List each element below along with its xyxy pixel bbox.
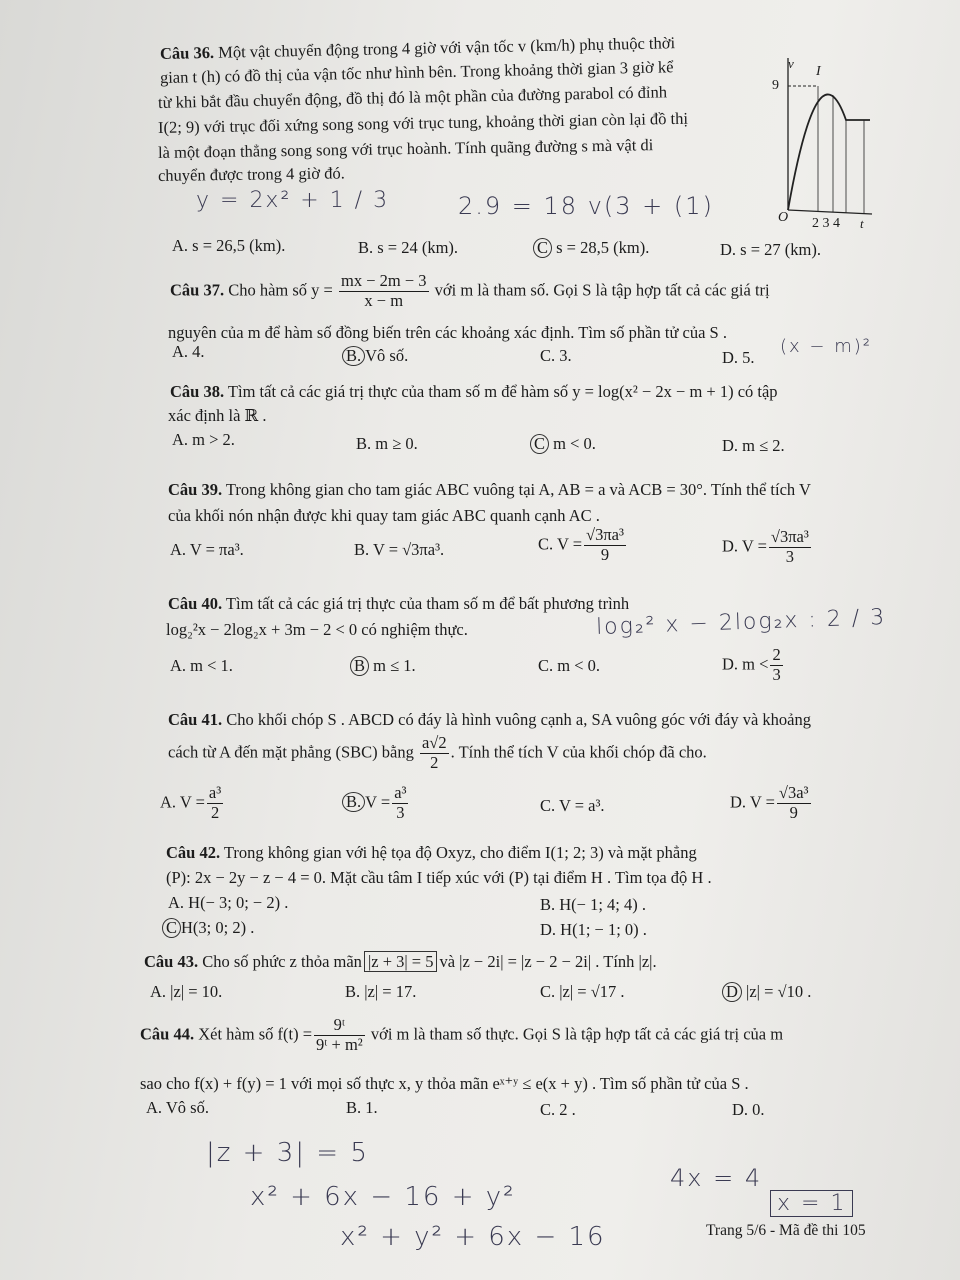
t-ticks: 2 3 4 xyxy=(812,216,840,231)
handwritten-note: |z + 3| = 5 xyxy=(206,1138,369,1168)
q42-line-2: (P): 2x − 2y − z − 4 = 0. Mặt cầu tâm I tiếp xúc với (P) tại điểm H . Tìm tọa độ H . xyxy=(166,868,712,887)
handwritten-note: x² + 6x − 16 + y² xyxy=(250,1182,516,1212)
q37-den: x − m xyxy=(364,290,404,310)
q41-l2-post: . Tính thể tích V của khối chóp đã cho. xyxy=(450,742,707,762)
q38-text: Tìm tất cả các giá trị thực của tham số m để hàm số y = log(x² − 2x − m + 1) có tập xyxy=(227,382,778,401)
q39-c-fraction xyxy=(584,526,626,565)
q42-option-d[interactable]: D. H(1; − 1; 0) . xyxy=(540,920,647,939)
q44-pre: Xét hàm số f(t) = xyxy=(198,1024,312,1044)
q42-label: Câu 42. xyxy=(166,843,221,862)
q40-option-c[interactable]: C. m < 0. xyxy=(538,656,601,675)
q38-option-c[interactable] xyxy=(530,434,596,454)
q43-line-1 xyxy=(144,952,657,972)
q41-den: 2 xyxy=(430,752,439,772)
q37-line-2: nguyên của m để hàm số đồng biến trên các khoảng xác định. Tìm số phần tử của S . xyxy=(168,323,727,342)
q37-option-b[interactable] xyxy=(342,346,408,366)
q41-b-den: 3 xyxy=(396,802,405,822)
answer-circle: C xyxy=(530,434,549,454)
q37-num: mx − 2m − 3 xyxy=(340,271,427,290)
q43-option-a[interactable]: A. |z| = 10. xyxy=(150,982,223,1001)
q40-d-den: 3 xyxy=(772,664,781,684)
origin-label: O xyxy=(778,210,789,225)
q39-line-1 xyxy=(168,480,811,500)
q40-line-1 xyxy=(168,594,629,614)
q39-c-pre: C. V = xyxy=(538,534,583,554)
handwritten-note: (x − m)² xyxy=(780,336,872,357)
q39-d-num: √3πa³ xyxy=(770,527,809,546)
q41-label: Câu 41. xyxy=(168,710,223,729)
q41-num: a√2 xyxy=(421,733,447,752)
q39-label: Câu 39. xyxy=(168,480,223,499)
q41-b-fraction xyxy=(392,784,408,823)
q41-b-pre: V = xyxy=(365,792,391,812)
q42-option-a[interactable]: A. H(− 3; 0; − 2) . xyxy=(168,893,289,912)
q37-option-b-text: Vô số. xyxy=(365,346,409,365)
q40-d-pre: D. m < xyxy=(722,654,769,674)
q38-line-1 xyxy=(170,382,778,402)
q41-d-den: 9 xyxy=(789,802,798,822)
q36-label: Câu 36. xyxy=(159,42,215,63)
q38-option-d[interactable]: D. m ≤ 2. xyxy=(722,436,785,455)
q39-c-den: 9 xyxy=(600,544,610,564)
q37-line-1 xyxy=(170,272,770,311)
q36-option-d[interactable]: D. s = 27 (km). xyxy=(720,240,821,259)
q38-line-2: xác định là ℝ . xyxy=(168,406,267,425)
q36-line-5: là một đoạn thẳng song song với trục hoành. Tính quãng đường s mà vật di xyxy=(157,135,654,162)
answer-circle: B. xyxy=(342,792,365,812)
q39-option-a[interactable]: A. V = πa³. xyxy=(170,540,244,559)
q36-option-b[interactable]: B. s = 24 (km). xyxy=(358,238,459,257)
q41-option-a[interactable] xyxy=(160,784,225,823)
q44-den: 9ᵗ + m² xyxy=(316,1034,363,1054)
q40-option-a[interactable]: A. m < 1. xyxy=(170,656,233,675)
q39-line-2: của khối nón nhận được khi quay tam giác ABC quanh cạnh AC . xyxy=(168,506,600,525)
q41-text: Cho khối chóp S . ABCD có đáy là hình vuông cạnh a, SA vuông góc với đáy và khoảng xyxy=(226,710,812,729)
q36-line-4: I(2; 9) với trục đối xứng song song với trục tung, khoảng thời gian còn lại đồ thị xyxy=(157,108,689,137)
q41-a-den: 2 xyxy=(210,802,220,822)
q40-d-num: 2 xyxy=(772,645,781,664)
q37-option-c[interactable]: C. 3. xyxy=(540,346,572,365)
q39-text: Trong không gian cho tam giác ABC vuông tại A, AB = a và ACB = 30°. Tính thể tích V xyxy=(225,480,811,499)
answer-circle: D xyxy=(722,982,742,1002)
q44-option-b[interactable]: B. 1. xyxy=(346,1098,378,1117)
q39-option-b[interactable]: B. V = √3πa³. xyxy=(354,540,445,559)
q36-line-2: gian t (h) có đồ thị của vận tốc như hình bên. Trong khoảng thời gian 3 giờ kể xyxy=(159,57,674,87)
velocity-graph xyxy=(760,50,880,240)
q36-line-3: từ khi bắt đầu chuyển động, đồ thị đó là một phần của đường parabol có đỉnh xyxy=(157,82,668,112)
q38-option-b[interactable]: B. m ≥ 0. xyxy=(356,434,418,453)
q41-option-d[interactable] xyxy=(730,784,813,823)
handwritten-note: 4x = 4 xyxy=(670,1164,763,1192)
q37-option-d[interactable]: D. 5. xyxy=(722,348,755,367)
handwritten-note: 2.9 = 18 v(3 + (1) xyxy=(458,192,714,220)
q40-d-fraction xyxy=(770,646,782,685)
q43-option-b[interactable]: B. |z| = 17. xyxy=(345,982,417,1001)
handwritten-note: y = 2x² + 1 / 3 xyxy=(196,188,390,213)
q43-pre: Cho số phức z thỏa mãn xyxy=(202,952,362,971)
answer-circle: C xyxy=(533,238,552,258)
answer-circle: C xyxy=(162,918,181,938)
q43-option-d[interactable] xyxy=(722,982,811,1002)
answer-circle: B xyxy=(350,656,369,676)
handwritten-note: x = 1 xyxy=(770,1190,853,1217)
q38-option-c-text: m < 0. xyxy=(553,434,596,453)
velocity-curve xyxy=(788,94,870,210)
q44-option-d[interactable]: D. 0. xyxy=(732,1100,765,1119)
q38-label: Câu 38. xyxy=(170,382,225,401)
q42-text: Trong không gian với hệ tọa độ Oxyz, cho điểm I(1; 2; 3) và mặt phẳng xyxy=(223,843,697,862)
q41-a-fraction xyxy=(207,784,223,823)
q37-option-a[interactable]: A. 4. xyxy=(172,342,205,361)
q39-d-den: 3 xyxy=(785,546,794,566)
q43-boxed-condition: |z + 3| = 5 xyxy=(364,951,438,972)
t-label: t xyxy=(860,216,864,231)
q39-option-d[interactable] xyxy=(722,528,813,567)
q40-option-b-text: m ≤ 1. xyxy=(373,656,416,675)
q41-d-fraction xyxy=(777,784,811,823)
q44-label: Câu 44. xyxy=(140,1024,195,1044)
q36-text: Một vật chuyển động trong 4 giờ với vận tốc v (km/h) phụ thuộc thời xyxy=(217,33,676,62)
nine-label: 9 xyxy=(772,78,779,93)
q44-option-c[interactable]: C. 2 . xyxy=(540,1100,576,1119)
q41-a-pre: A. V = xyxy=(160,792,205,812)
q41-line-2 xyxy=(168,734,707,773)
q42-option-c[interactable] xyxy=(162,918,254,938)
q37-pre: Cho hàm số y = xyxy=(228,280,333,300)
v-label: v xyxy=(788,56,794,71)
q41-a-num: a³ xyxy=(208,783,222,802)
q37-label: Câu 37. xyxy=(170,280,225,300)
q44-post: với m là tham số thực. Gọi S là tập hợp tất cả các giá trị của m xyxy=(370,1024,784,1044)
handwritten-note: log₂² x − 2log₂x : 2 / 3 xyxy=(595,604,887,641)
q41-option-c[interactable]: C. V = a³. xyxy=(540,796,605,815)
q42-line-1 xyxy=(166,843,697,863)
q42-option-b[interactable]: B. H(− 1; 4; 4) . xyxy=(540,895,647,914)
q43-post: và |z − 2i| = |z − 2 − 2i| . Tính |z|. xyxy=(439,952,657,971)
q40-label: Câu 40. xyxy=(168,594,223,613)
handwritten-note: x² + y² + 6x − 16 xyxy=(340,1222,606,1252)
q44-fraction xyxy=(314,1016,365,1055)
q44-line-2: sao cho f(x) + f(y) = 1 với mọi số thực x, y thỏa mãn eˣ⁺ʸ ≤ e(x + y) . Tìm số phần tử của S . xyxy=(140,1074,749,1093)
answer-circle: B. xyxy=(342,346,365,366)
q41-d-num: √3a³ xyxy=(778,783,809,802)
t-axis xyxy=(788,210,872,214)
q36-option-c[interactable] xyxy=(533,238,649,258)
q41-b-num: a³ xyxy=(394,783,407,802)
q43-option-d-text: |z| = √10 . xyxy=(746,982,812,1001)
q40-option-d[interactable] xyxy=(722,646,785,685)
page-footer: Trang 5/6 - Mã đề thi 105 xyxy=(706,1222,866,1239)
q36-option-a[interactable]: A. s = 26,5 (km). xyxy=(172,236,286,255)
q44-num: 9ᵗ xyxy=(314,1016,365,1036)
q39-option-c[interactable] xyxy=(538,526,628,565)
q37-fraction xyxy=(339,272,429,311)
q41-d-pre: D. V = xyxy=(730,792,775,812)
q41-l2-pre: cách từ A đến mặt phẳng (SBC) bằng xyxy=(168,742,414,762)
q42-option-c-text: H(3; 0; 2) . xyxy=(181,918,255,937)
q43-label: Câu 43. xyxy=(144,952,199,971)
q39-d-fraction xyxy=(769,528,811,567)
q39-d-pre: D. V = xyxy=(722,536,767,556)
q39-c-num: √3πa³ xyxy=(586,525,624,544)
q40-line-2: log₂²x − 2log₂x + 3m − 2 < 0 có nghiệm thực. xyxy=(166,620,468,639)
q44-line-1 xyxy=(140,1016,783,1055)
q41-option-b[interactable] xyxy=(342,784,410,823)
q36-line-6: chuyển được trong 4 giờ đó. xyxy=(157,163,345,185)
q41-line-1 xyxy=(168,710,811,730)
q40-option-b[interactable] xyxy=(350,656,416,676)
i-label: I xyxy=(816,64,821,79)
q44-option-a[interactable]: A. Vô số. xyxy=(146,1098,209,1117)
q37-post: với m là tham số. Gọi S là tập hợp tất cả các giá trị xyxy=(434,280,770,300)
q43-option-c[interactable]: C. |z| = √17 . xyxy=(540,982,625,1001)
q38-option-a[interactable]: A. m > 2. xyxy=(172,430,235,449)
q40-text: Tìm tất cả các giá trị thực của tham số m để bất phương trình xyxy=(225,594,630,613)
q36-option-c-text: s = 28,5 (km). xyxy=(556,238,650,257)
q41-fraction xyxy=(420,734,449,773)
